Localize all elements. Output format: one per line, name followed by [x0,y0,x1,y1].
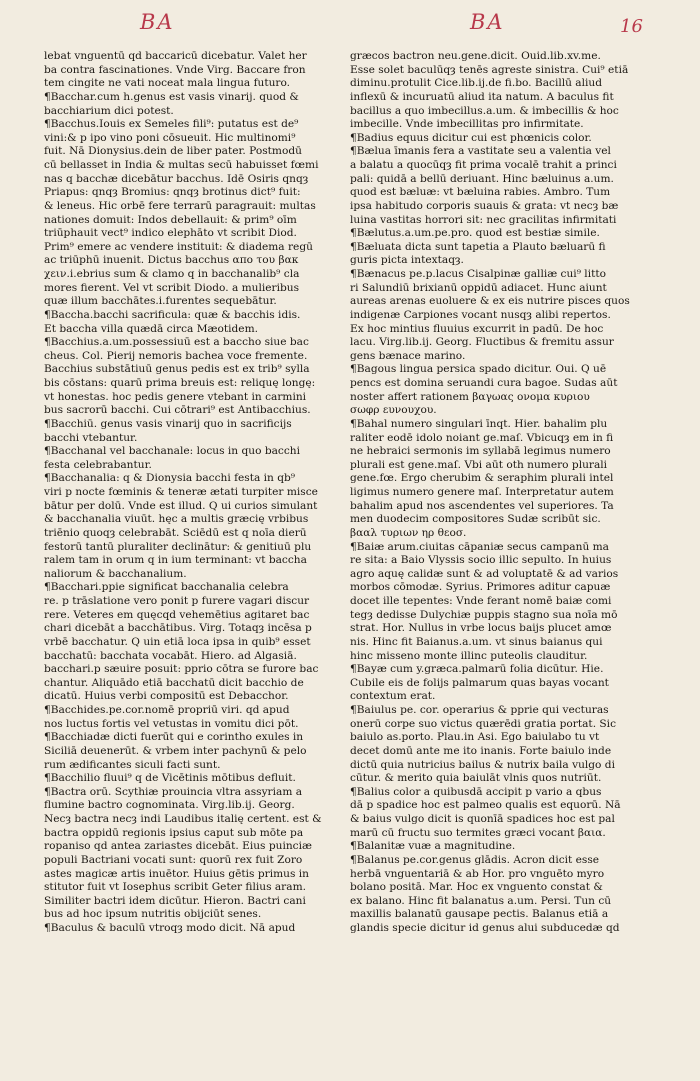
right-line: βααλ τυριων ηρ θεοσ. [350,526,467,539]
left-line: Priapus: qnqȝ Bromius: qnqȝ brotinus dict⁹ fuit: [44,186,301,199]
right-line: docet ille tepentes: Vnde ferant nomē baiæ comi [350,595,612,607]
right-line: luina vastitas horrori sit: nec gracilitas infirmitati [350,213,617,226]
left-line: ¶Bacchus.Iouis ex Semeles fili⁹: putatus est de⁹ [44,118,299,131]
folio-number: 16 [620,16,643,37]
left-line: rum ædificantes siculi facti sunt. [44,758,221,771]
left-line: Siciliā deuenerūt. & vrbem inter pachynū & pelo [44,744,307,757]
right-line: ¶Bayæ cum y.græca.palmarū folia dicūtur. Hie. [350,663,604,676]
left-line: rere. Veteres em quęcqd vehemētius agitaret bac [44,608,310,621]
left-line: χειν.i.ebrius sum & clamo q in bacchanalib⁹ cla [44,268,300,280]
left-line: ¶Bacchari.ppie significat bacchanalia celebra [44,581,289,594]
left-line: chari dicebāt a bacchātibus. Virg. Totaqȝ incēsa p [44,622,312,635]
right-line: maxillis balanatū gausape pectis. Balanus etiā a [350,908,609,921]
right-line: dictū quia nutricius bailus & nutrix baila vulgo di [350,758,615,771]
right-line: contextum erat. [350,690,436,703]
right-line: men duodecim compositores Sudæ scribūt sic. [350,513,601,526]
left-line: festorū tantū pluraliter declinātur: & genitiuū plu [44,540,312,553]
left-line: bātur per dolū. Vnde est illud. Q ui curios simulant [44,499,318,512]
left-text-column [44,50,330,985]
right-line: onerū corpe suo victus quærēdi gratia portat. Sic [350,717,617,730]
left-line: Prim⁹ emere ac vendere instituit: & diadema regū [44,240,313,253]
left-line: populi Bactriani vocati sunt: quorū rex fuit Zoro [44,853,303,866]
left-line: vrbē bacchatur. Q uin etiā loca ipsa in quib⁹ esset [44,635,311,648]
left-line: vt honestas. hoc pedis genere vtebant in carmini [44,390,307,403]
left-line: viri p nocte fœminis & teneræ ætati turpiter misce [44,486,318,498]
left-line: ¶Bacchar.cum h.genus est vasis vinarij. quod & [44,90,299,103]
left-line: ba contra fascinationes. Vnde Virg. Baccare fron [44,63,306,76]
left-line: Et baccha villa quædā circa Mæotidem. [44,322,258,335]
right-line: Ex hoc mintius fluuius excurrit in padū. De hoc [350,322,604,335]
left-line: triēnio quoqȝ celebrabāt. Sciēdū est q noīa dierū [44,526,307,539]
right-line: ne hebraici sermonis im syllabā legimus numero [350,445,611,458]
left-line: nas q bacchæ dicebātur bacchus. Idē Osiris qnqȝ [44,172,309,185]
left-line: mores fierent. Vel vt scribit Diodo. a mulieribus [44,281,300,294]
right-line: ri Salundiū brixianū oppidū adiacet. Hunc aiunt [350,281,607,294]
right-line: quod est bæluæ: vt bæluina rabies. Ambro. Tum [350,186,611,199]
right-line: baiulo as.porto. Plau.in Asi. Ego baiulabo tu vt [350,731,600,744]
right-line: guris picta intextaqȝ. [350,254,464,267]
left-line: bus sacrorū bacchi. Cui cōtrari⁹ est Antibacchius. [44,404,311,417]
left-line: Necȝ bactra necȝ indi Laudibus italię certent. est & [44,813,322,825]
left-line: ¶Bacchides.pe.cor.nomē propriū viri. qd apud [44,704,290,716]
left-line: chantur. Aliquādo etiā bacchatū dicit bacchio de [44,676,304,689]
left-line: lebat vnguentū qd baccaricū dicebatur. Valet her [44,50,307,62]
right-text-column [350,50,636,985]
right-line: ¶Bælutus.a.um.pe.pro. quod est bestiæ simile. [350,227,600,240]
right-line: σωφρ ευνουχου. [350,404,437,417]
right-line: ¶Bæluata dicta sunt tapetia a Plauto bæluarū fi [350,240,606,253]
right-line: strat. Hor. Nullus in vrbe locus baijs plucet amœ [350,622,612,635]
left-line: ropaniso qd antea zariastes dicebāt. Eius puinciæ [44,840,312,853]
right-line: imbecille. Vnde imbecillitas pro infirmitate. [350,118,584,131]
running-head-center: BA [470,10,505,34]
right-line: agro aquę calidæ sunt & ad voluptatē & ad varios [350,567,619,580]
right-line: lacu. Virg.lib.ij. Georg. Fluctibus & fremitu assur [350,336,614,349]
right-line: ¶Bælua īmanis fera a vastitate seu a valentia vel [350,145,611,158]
right-line: ¶Bahal numero singulari īnqt. Hier. bahalim plu [350,417,608,430]
left-line: & leneus. Hic orbē fere terrarū paragrauit: multas [44,199,316,212]
left-line: re. p trāslatione vero ponit p furere vagari discur [44,595,310,607]
right-line: ¶Baiæ arum.ciuitas cāpaniæ secus campanū ma [350,540,609,553]
left-line: bis cōstans: quarū prima breuis est: reliquę longę: [44,377,316,389]
left-line: flumine bactro cognominata. Virg.lib.ij. Georg. [44,799,295,812]
right-line: glandis specie dicitur id genus alui subducedæ qd [350,922,620,934]
right-line: ¶Balanus pe.cor.genus glādis. Acron dicit esse [350,853,600,866]
left-line: triūphauit vect⁹ indico elephāto vt scribit Diod. [44,227,297,240]
left-line: ¶Bactra orū. Scythiæ prouincia vltra assyriam a [44,785,303,798]
right-line: plurali est gene.maſ. Vbi aūt oth numero plurali [350,458,608,471]
right-line: ¶Balius color a quibusdā accipit p vario a qbus [350,785,602,798]
right-line: hinc misseno monte illinc puteolis clauditur. [350,649,588,662]
left-line: bacchatū: bacchata vocabāt. Hiero. ad Algasiā. [44,649,297,662]
right-line: herbā vnguentariā & ab Hor. pro vnguēto myro [350,867,605,880]
right-line: indigenæ Carpiones vocant nusqȝ alibi repertos. [350,308,611,321]
left-line: astes magicæ artis inuētor. Huius gētis primus in [44,867,309,880]
right-line: marū cū fructu suo termites græci vocant βαια. [350,826,606,839]
left-line: festa celebrabantur. [44,458,152,471]
right-line: ¶Baiulus pe. cor. operarius & pprie qui vecturas [350,704,609,716]
right-line: dā p spadice hoc est palmeo qualis est equorū. Nā [350,799,621,812]
left-line: naliorum & bacchanalium. [44,567,187,580]
left-line: ¶Baculus & baculū vtroqȝ modo dicit. Nā apud [44,922,296,934]
right-line: & baius vulgo dicit is quonīā spadices hoc est pal [350,813,615,825]
right-line: tegȝ dedisse Dulychiæ puppis stagno sua noīa mō [350,608,618,621]
right-line: ¶Bagous lingua persica spado dicitur. Oui. Q uē [350,363,607,376]
right-line: noster affert rationem βαγωας ονομα κυριου [350,390,590,403]
right-line: bacillus a quo imbecillus.a.um. & imbecillis & hoc [350,104,619,117]
left-line: bacchi vtebantur. [44,431,138,444]
left-line: ¶Bacchiadæ dicti fuerūt qui e corintho exules in [44,731,304,744]
right-line: morbos cōmodæ. Syrius. Primores aditur capuæ [350,581,611,594]
right-line: Esse solet baculūqȝ tenēs agreste sinistra. Cui⁹ etiā [350,63,629,76]
right-line: gens bænace marino. [350,349,466,362]
left-line: cheus. Col. Pierij nemoris bachea voce fremente. [44,349,308,362]
right-line: diminu.protulit Cice.lib.ij.de fi.bo. Bacillū aliud [350,77,602,90]
left-line: Bacchius substātiuū genus pedis est ex trib⁹ sylla [44,363,310,376]
left-line: fuit. Nā Dionysius.dein de liber pater. Postmodū [44,145,302,158]
left-line: ralem tam in orum q in ium terminant: vt baccha [44,554,307,567]
left-line: ac triūphū inuenit. Dictus bacchus απο του βακ [44,254,299,267]
left-line: quæ illum bacchātes.i.furentes sequebātur. [44,295,277,308]
left-line: bactra oppidū regionis ipsius caput sub mōte pa [44,826,304,839]
left-line: ¶Bacchilio fluui⁹ q de Vicētinis mōtibus defluit. [44,772,296,785]
right-line: ¶Balanitæ vuæ a magnitudine. [350,840,516,853]
left-line: ¶Baccha.bacchi sacrificula: quæ & bacchis idis. [44,308,301,321]
right-line: bahalim apud nos ascendentes vel superiores. Ta [350,499,614,512]
left-line: bacchiarium dici potest. [44,104,174,117]
left-line: & bacchanalia viuūt. hęc a multis græcię vrbibus [44,513,309,526]
left-line: stitutor fuit vt Iosephus scribit Geter filius aram. [44,881,306,894]
right-line: raliter eodē idolo noiant ge.maſ. Vbicuqȝ em in fi [350,431,614,444]
right-line: re sita: a Baio Vlyssis socio illic sepulto. In huius [350,554,612,567]
left-line: bacchari.p sæuire posuit: pprio cōtra se furore bac [44,663,319,676]
right-line: cūtur. & merito quia baiulāt vlnis quos nutriūt. [350,772,602,785]
right-line: gene.fœ. Ergo cherubim & seraphim plurali intel [350,472,614,485]
right-line: ¶Badius equus dicitur cui est phœnicis color. [350,131,592,144]
left-line: nationes domuit: Indos debellauit: & prim⁹ oīm [44,213,297,226]
right-line: ex balano. Hinc fit balanatus a.um. Persi. Tun cū [350,894,612,907]
right-line: ¶Bænacus pe.p.lacus Cisalpinæ galliæ cui⁹ litto [350,268,606,280]
right-line: ligimus numero genere maſ. Interpretatur autem [350,486,614,498]
right-line: aureas arenas euoluere & ex eis nutrire pisces quos [350,295,630,308]
right-line: græcos bactron neu.gene.dicit. Ouid.lib.xv.me. [350,50,601,62]
left-line: ¶Bacchanal vel bacchanale: locus in quo bacchi [44,445,301,458]
left-line: ¶Bacchius.a.um.possessiuū est a baccho siue bac [44,336,309,349]
left-line: bus ad hoc ipsum nutritis obijciūt senes. [44,908,262,921]
right-line: a balatu a quocūqȝ fit prima vocalē trahit a princi [350,159,617,171]
left-line: ¶Bacchiū. genus vasis vinarij quo in sacrificijs [44,417,292,430]
right-line: pencs est domina seruandi cura bagoe. Sudas aūt [350,377,618,389]
right-line: pali: quidā a bellū deriuant. Hinc bæluinus a.um. [350,172,614,185]
left-line: dicatū. Huius verbi compositū est Debacchor. [44,690,289,703]
right-line: bolano positā. Mar. Hoc ex vnguento constat & [350,881,603,894]
right-line: ipsa habitudo corporis suauis & grata: vt necȝ bæ [350,199,619,212]
right-line: Cubile eis de folijs palmarum quas bayas vocant [350,676,609,689]
left-line: nos luctus fortis vel vetustas in vomitu dici pōt. [44,717,299,730]
left-line: tem cingite ne vati noceat mala lingua futuro. [44,77,291,90]
right-line: inflexū & incuruatū aliud ita natum. A baculus fit [350,90,614,103]
left-line: Similiter bactri idem dicūtur. Hieron. Bactri cani [44,894,306,907]
right-line: nis. Hinc fit Baianus.a.um. vt sinus baianus qui [350,635,603,648]
left-line: ¶Bacchanalia: q & Dionysia bacchi festa in qb⁹ [44,472,296,485]
left-line: vini:& p ipo vino poni cōsueuit. Hic multinomi⁹ [44,131,296,144]
running-head-left: BA [140,10,175,34]
left-line: cū bellasset in India & multas secū habuisset fœmi [44,159,319,171]
right-line: decet domū ante me ito inanis. Forte baiulo inde [350,744,612,757]
